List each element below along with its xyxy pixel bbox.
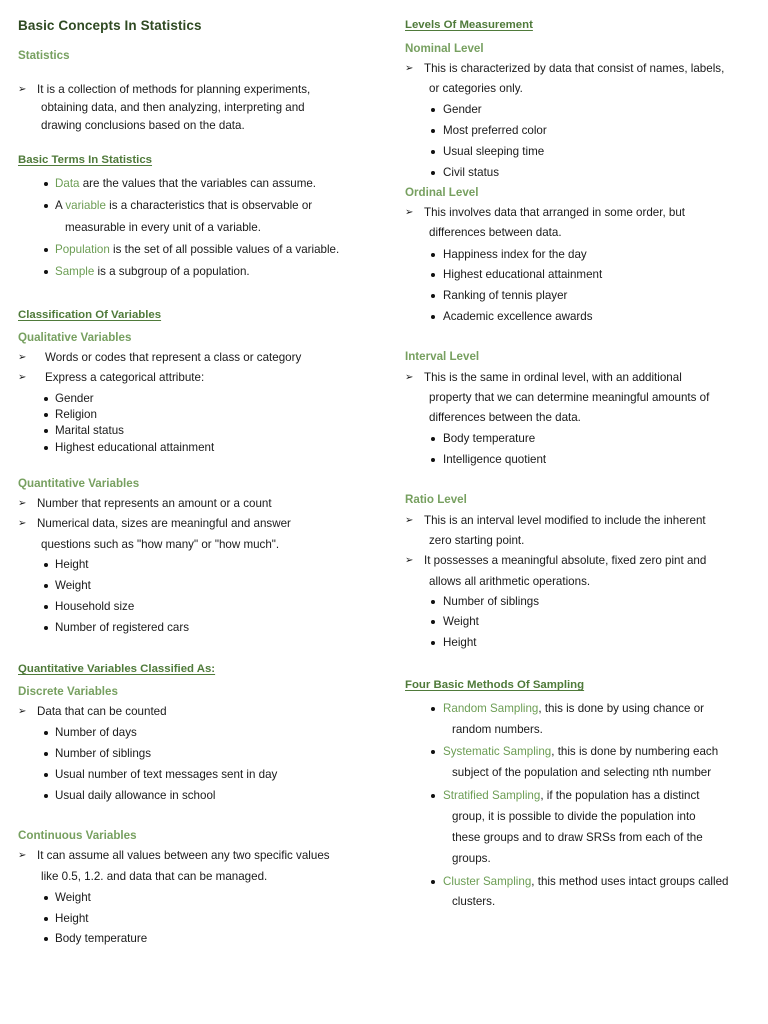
term-sample-line [55,265,250,279]
quantitative-example: Number of registered cars [55,621,190,634]
discrete-example: Number of days [55,726,137,739]
bullet-dot-icon [431,294,435,298]
sampling-continuation: these groups and to draw SRSs from each of the [452,831,703,844]
bullet-dot-icon [431,315,435,319]
nominal-label: Nominal Level [405,42,484,55]
interval-example: Intelligence quotient [443,453,547,466]
qualitative-example: Gender [55,392,94,405]
sampling-continuation: random numbers. [452,723,543,736]
discrete-example: Number of siblings [55,747,152,760]
continuous-label: Continuous Variables [18,829,137,842]
bullet-dot-icon [44,446,48,450]
bullet-dot-icon [44,626,48,630]
bullet-dot-icon [431,794,435,798]
bullet-dot-icon [44,917,48,921]
statistics-text-line: drawing conclusions based on the data. [41,119,245,132]
quantitative-example: Household size [55,600,135,613]
bullet-dot-icon [431,437,435,441]
qualitative-example: Religion [55,408,97,421]
sampling-cluster-line [443,875,728,889]
bullet-dot-icon [44,752,48,756]
interval-text: This is the same in ordinal level, with an additional [424,371,682,384]
term-random-sampling: Random Sampling [443,702,539,715]
term-stratified-sampling: Stratified Sampling [443,789,541,802]
ratio-example: Weight [443,615,479,628]
nominal-text-continuation: or categories only. [429,82,523,95]
nominal-example: Most preferred color [443,124,547,137]
arrowhead-bullet-icon: ➢ [405,515,414,526]
quantitative-point: Number that represents an amount or a count [37,497,272,510]
ordinal-text: This involves data that arranged in some order, but [424,206,686,219]
qualitative-label: Qualitative Variables [18,331,132,344]
ratio-example: Height [443,636,477,649]
arrowhead-bullet-icon: ➢ [18,706,27,717]
sampling-continuation: groups. [452,852,491,865]
bullet-dot-icon [431,150,435,154]
statistics-label: Statistics [18,49,70,62]
arrowhead-bullet-icon: ➢ [405,372,414,383]
interval-example: Body temperature [443,432,536,445]
sampling-heading: Four Basic Methods Of Sampling [405,679,585,691]
ratio-text-continuation: zero starting point. [429,534,525,547]
bullet-dot-icon [44,584,48,588]
term-population-definition: is the set of all possible values of a variable. [109,243,340,256]
bullet-dot-icon [44,794,48,798]
statistics-text-line: obtaining data, and then analyzing, interpreting and [41,101,305,114]
document-title: Basic Concepts In Statistics [18,18,202,33]
interval-text-continuation: property that we can determine meaningful amounts of [429,391,710,404]
bullet-dot-icon [44,182,48,186]
basic-terms-heading: Basic Terms In Statistics [18,154,153,166]
ratio-text: This is an interval level modified to include the inherent [424,514,706,527]
interval-label: Interval Level [405,350,480,363]
qualitative-point: Express a categorical attribute: [45,371,205,384]
bullet-dot-icon [44,204,48,208]
qualitative-point: Words or codes that represent a class or category [45,351,302,364]
term-sample: Sample [55,265,95,278]
term-data: Data [55,177,80,190]
continuous-example: Height [55,912,89,925]
continuous-point-continuation: like 0.5, 1.2. and data that can be managed. [41,870,268,883]
bullet-dot-icon [431,129,435,133]
arrowhead-bullet-icon: ➢ [18,850,27,861]
arrowhead-bullet-icon: ➢ [18,498,27,509]
term-variable-continuation: measurable in every unit of a variable. [65,221,261,234]
bullet-dot-icon [431,600,435,604]
bullet-dot-icon [431,171,435,175]
arrowhead-bullet-icon: ➢ [18,518,27,529]
qualitative-example: Highest educational attainment [55,441,215,454]
bullet-dot-icon [44,429,48,433]
bullet-dot-icon [44,397,48,401]
nominal-example: Civil status [443,166,500,179]
sampling-systematic-line [443,745,718,759]
sampling-continuation: clusters. [452,895,496,908]
bullet-dot-icon [44,413,48,417]
quantitative-point: Numerical data, sizes are meaningful and answer [37,517,291,530]
stratified-sampling-definition: , if the population has a distinct [540,789,700,802]
term-cluster-sampling: Cluster Sampling [443,875,532,888]
bullet-dot-icon [431,750,435,754]
interval-text-continuation: differences between the data. [429,411,581,424]
classified-heading: Quantitative Variables Classified As: [18,663,216,675]
bullet-dot-icon [431,641,435,645]
ordinal-example: Happiness index for the day [443,248,587,261]
bullet-dot-icon [431,273,435,277]
bullet-dot-icon [44,731,48,735]
term-data-definition: are the values that the variables can assume. [79,177,317,190]
arrowhead-bullet-icon: ➢ [18,84,27,95]
term-data-line [55,177,316,191]
bullet-dot-icon [431,707,435,711]
bullet-dot-icon [44,248,48,252]
continuous-example: Weight [55,891,91,904]
arrowhead-bullet-icon: ➢ [405,63,414,74]
random-sampling-definition: , this is done by using chance or [538,702,705,715]
bullet-dot-icon [44,563,48,567]
bullet-dot-icon [44,270,48,274]
systematic-sampling-definition: , this is done by numbering each [551,745,719,758]
quantitative-example: Weight [55,579,91,592]
continuous-example: Body temperature [55,932,148,945]
quantitative-point-continuation: questions such as "how many" or "how much". [41,538,280,551]
ratio-label: Ratio Level [405,493,467,506]
term-variable-line [55,199,312,213]
quantitative-example: Height [55,558,89,571]
discrete-example: Usual number of text messages sent in day [55,768,278,781]
term-variable: variable [65,199,106,212]
levels-heading: Levels Of Measurement [405,19,533,31]
bullet-dot-icon [431,458,435,462]
term-systematic-sampling: Systematic Sampling [443,745,552,758]
term-population: Population [55,243,110,256]
sampling-stratified-line [443,789,700,803]
ordinal-text-continuation: differences between data. [429,226,562,239]
sampling-random-line [443,702,704,716]
bullet-dot-icon [431,253,435,257]
discrete-point: Data that can be counted [37,705,167,718]
bullet-dot-icon [431,880,435,884]
arrowhead-bullet-icon: ➢ [18,372,27,383]
arrowhead-bullet-icon: ➢ [18,352,27,363]
ratio-text-continuation: allows all arithmetic operations. [429,575,591,588]
sampling-continuation: subject of the population and selecting nth number [452,766,712,779]
arrowhead-bullet-icon: ➢ [405,207,414,218]
nominal-example: Gender [443,103,482,116]
quantitative-label: Quantitative Variables [18,477,140,490]
ordinal-example: Academic excellence awards [443,310,593,323]
nominal-example: Usual sleeping time [443,145,545,158]
qualitative-example: Marital status [55,424,124,437]
nominal-text: This is characterized by data that consist of names, labels, [424,62,725,75]
arrowhead-bullet-icon: ➢ [405,555,414,566]
bullet-dot-icon [44,937,48,941]
discrete-example: Usual daily allowance in school [55,789,216,802]
bullet-dot-icon [44,896,48,900]
ordinal-label: Ordinal Level [405,186,479,199]
ordinal-example: Highest educational attainment [443,268,603,281]
ordinal-example: Ranking of tennis player [443,289,568,302]
term-population-line [55,243,339,257]
ratio-text: It possesses a meaningful absolute, fixed zero pint and [424,554,707,567]
ratio-example: Number of siblings [443,595,540,608]
continuous-point: It can assume all values between any two specific values [37,849,330,862]
term-variable-definition: is a characteristics that is observable or [105,199,313,212]
bullet-dot-icon [44,605,48,609]
term-sample-definition: is a subgroup of a population. [94,265,250,278]
bullet-dot-icon [431,108,435,112]
classification-heading: Classification Of Variables [18,309,162,321]
discrete-label: Discrete Variables [18,685,118,698]
cluster-sampling-definition: , this method uses intact groups called [531,875,729,888]
bullet-dot-icon [431,620,435,624]
bullet-dot-icon [44,773,48,777]
statistics-text-line: It is a collection of methods for planning experiments, [37,83,311,96]
term-variable-prefix: A [55,199,66,212]
sampling-continuation: group, it is possible to divide the population into [452,810,696,823]
